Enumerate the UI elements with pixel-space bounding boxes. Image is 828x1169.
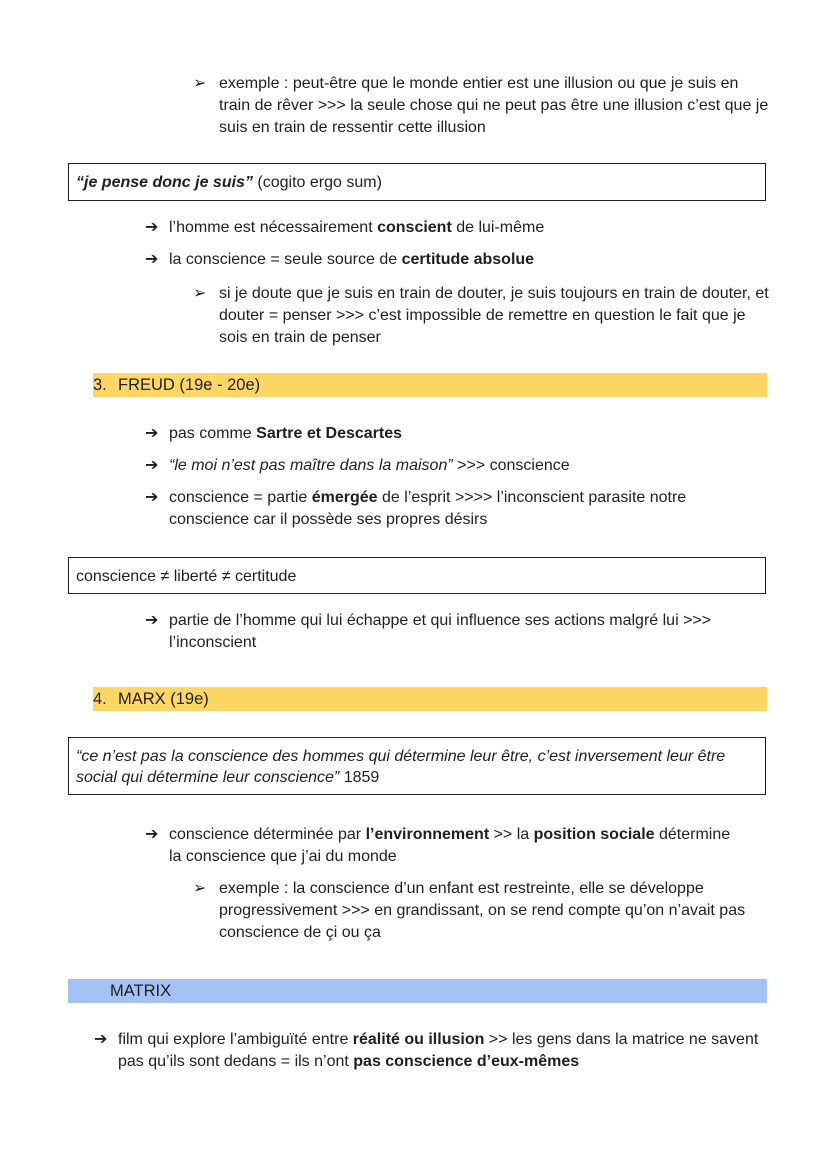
- example-enfant-text: exemple : la conscience d’un enfant est restreinte, elle se développe progressivement >>> en grandissant, on se rend compte qu’on n’avait pas conscience de çi ou ça: [219, 880, 746, 941]
- example-illusion-text: exemple : peut-être que le monde entier est une illusion ou que je suis en train de rêver >>> la seule chose qui ne peut pas être une illusion c’est que je suis en train de ressentir cette illusion: [219, 75, 769, 136]
- section-heading-marx: [93, 687, 767, 711]
- cogito-latin: (cogito ergo sum): [252, 174, 382, 191]
- inconscient-text: partie de l’homme qui lui échappe et qui influence ses actions malgré lui >>> l’inconscient: [169, 612, 712, 651]
- pas-comme-text-bold: Sartre et Descartes: [256, 425, 403, 442]
- conscient-text-pre: l’homme est nécessairement: [169, 219, 378, 236]
- emergee-item: [145, 487, 705, 531]
- example-enfant-item: [193, 878, 753, 944]
- sub-bullet-icon: ➢: [193, 75, 207, 92]
- arrow-bullet-icon: ➔: [145, 612, 159, 629]
- liberte-text: conscience ≠ liberté ≠ certitude: [76, 568, 297, 585]
- film-text-bold1: réalité ou illusion: [352, 1031, 485, 1048]
- douter-text: si je doute que je suis en train de douter, je suis toujours en train de douter, et douter = penser >>> c’est impossible de remettre en question le fait que je sois en train de penser: [219, 285, 769, 346]
- film-text-mid: >> les gens dans la matrice ne savent pas qu’ils sont dedans = ils n’ont: [118, 1031, 759, 1070]
- liberte-box: [68, 557, 766, 594]
- moi-maitre-item: [145, 455, 765, 477]
- conscient-item: [145, 217, 765, 239]
- sub-bullet-icon: ➢: [193, 880, 207, 897]
- environnement-text-post: détermine la conscience que j’ai du monde: [169, 826, 731, 865]
- environnement-text-pre: conscience déterminée par: [169, 826, 366, 843]
- section-number: 4.: [93, 690, 107, 708]
- conscient-text-post: de lui-même: [451, 219, 545, 236]
- example-illusion-item: [193, 73, 773, 139]
- certitude-text-bold: certitude absolue: [401, 251, 535, 268]
- arrow-bullet-icon: ➔: [145, 219, 159, 236]
- certitude-text-pre: la conscience = seule source de: [169, 251, 402, 268]
- pas-comme-text-pre: pas comme: [169, 425, 257, 442]
- conscient-text-bold: conscient: [377, 219, 452, 236]
- cogito-quote-box: [68, 163, 766, 201]
- moi-maitre-text-post: >>> conscience: [452, 457, 570, 474]
- film-text-bold2: pas conscience d’eux-mêmes: [353, 1053, 580, 1070]
- section-heading-matrix: [68, 979, 767, 1003]
- section-title: FREUD (19e - 20e): [118, 376, 261, 394]
- film-item: [94, 1029, 766, 1073]
- environnement-item: [145, 824, 745, 868]
- section-title: MATRIX: [110, 982, 172, 1000]
- arrow-bullet-icon: ➔: [145, 489, 159, 506]
- douter-item: [193, 283, 773, 349]
- section-title: MARX (19e): [118, 690, 209, 708]
- arrow-bullet-icon: ➔: [145, 251, 159, 268]
- inconscient-item: [145, 610, 745, 654]
- emergee-text-bold: émergée: [311, 489, 378, 506]
- pas-comme-item: [145, 423, 765, 445]
- arrow-bullet-icon: ➔: [145, 425, 159, 442]
- section-heading-freud: [93, 373, 767, 397]
- arrow-bullet-icon: ➔: [145, 457, 159, 474]
- section-number: 3.: [93, 376, 107, 394]
- environnement-text-bold2: position sociale: [533, 826, 655, 843]
- marx-quote-year: 1859: [339, 769, 380, 786]
- marx-quote: “ce n’est pas la conscience des hommes qui détermine leur être, c’est inversement leur être social qui détermine leur conscience”: [76, 748, 726, 786]
- emergee-text-post: de l’esprit >>>> l’inconscient parasite notre conscience car il possède ses propres désirs: [169, 489, 687, 528]
- environnement-text-mid: >> la: [489, 826, 534, 843]
- cogito-quote: “je pense donc je suis”: [76, 174, 253, 191]
- environnement-text-bold1: l’environnement: [365, 826, 490, 843]
- freud-quote: “le moi n’est pas maître dans la maison”: [169, 457, 453, 474]
- arrow-bullet-icon: ➔: [94, 1031, 108, 1048]
- arrow-bullet-icon: ➔: [145, 826, 159, 843]
- marx-quote-box: [68, 737, 766, 795]
- certitude-item: [145, 249, 765, 271]
- emergee-text-pre: conscience = partie: [169, 489, 312, 506]
- film-text-pre: film qui explore l’ambiguïté entre: [118, 1031, 353, 1048]
- sub-bullet-icon: ➢: [193, 285, 207, 302]
